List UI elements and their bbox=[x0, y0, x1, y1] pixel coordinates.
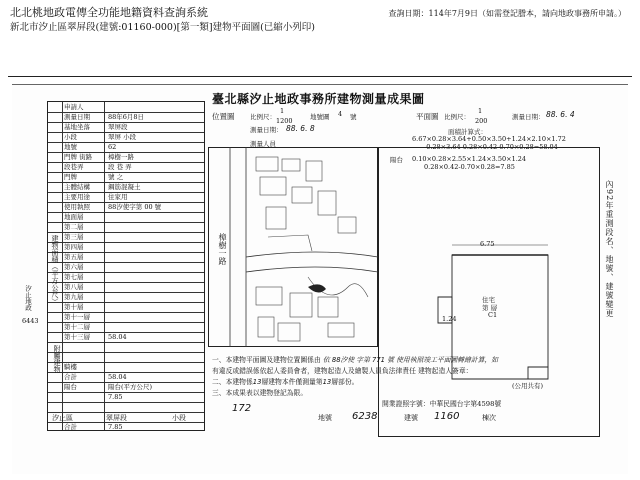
table-row-value: 鋼筋混凝土 bbox=[108, 183, 141, 191]
note-1: 一、本建物平面圖及建物位置圖係由 bbox=[212, 356, 321, 364]
table-row-value: 58.04 bbox=[108, 373, 127, 381]
table-row-label: 第八層 bbox=[64, 283, 84, 291]
table-row-label: 段巷弄 bbox=[64, 163, 84, 171]
location-scale-den: 1200 bbox=[276, 117, 293, 125]
formula-main2: -0.28×3.64-0.28×0.42-0.70×0.28=58.04 bbox=[424, 143, 558, 151]
header-divider bbox=[8, 76, 632, 77]
header-left bbox=[10, 5, 315, 35]
table-row-label: 小段 bbox=[64, 133, 77, 141]
surveyor-label: 測量人員 bbox=[250, 140, 276, 148]
note-2: 二、本建物係 bbox=[212, 378, 253, 386]
footer-bldg-no: 1160 bbox=[434, 411, 460, 422]
table-row-label: 第二層 bbox=[64, 223, 84, 231]
table-row-value: 樟樹一路 bbox=[108, 153, 134, 161]
vertical-note: 內92年重測段名、地號、建號變更 bbox=[605, 180, 614, 319]
table-row-label: 合計 bbox=[64, 373, 77, 381]
notes-block bbox=[212, 355, 501, 410]
table-row-label: 第十層 bbox=[64, 303, 84, 311]
table-row-value: 62 bbox=[108, 143, 117, 151]
table-row-label: 第三層 bbox=[64, 233, 84, 241]
table-row-label: 第六層 bbox=[64, 263, 84, 271]
room-label: 住宅 bbox=[482, 296, 495, 304]
table-row-label: 主體結構 bbox=[64, 183, 90, 191]
footer-bldg-label: 建號 bbox=[404, 414, 418, 422]
footer-seq: 172 bbox=[232, 403, 252, 414]
floor-scale-den: 200 bbox=[475, 117, 488, 125]
note-1-hand: 依 88汐使 字第 771 號 使用執照竣工平面圖轉繪計算，如 bbox=[322, 356, 499, 364]
table-row-divider bbox=[48, 402, 204, 403]
table-row-label: 第四層 bbox=[64, 243, 84, 251]
side-note: 汐止地政 bbox=[24, 285, 32, 311]
location-scale-label: 比例尺： bbox=[250, 113, 276, 121]
footer-lot-no: 6238 bbox=[352, 411, 378, 422]
table-row-value: 住家用 bbox=[108, 193, 128, 201]
table-row-label: 合計 bbox=[64, 423, 77, 431]
table-row-label: 第九層 bbox=[64, 293, 84, 301]
footer-lot-label: 地號 bbox=[318, 414, 332, 422]
floor-scale-num: 1 bbox=[478, 107, 483, 115]
footer-small-section: 小段 bbox=[172, 414, 186, 422]
table-row-divider bbox=[48, 392, 204, 393]
footer-section: 翠屏段 bbox=[106, 414, 127, 422]
table-row-value: 88汐使字第 00 號 bbox=[108, 203, 162, 211]
table-row-label: 第七層 bbox=[64, 273, 84, 281]
floor-date-label: 測量日期： bbox=[512, 113, 545, 121]
room-code: C1 bbox=[488, 311, 498, 319]
table-row-value: 7.85 bbox=[108, 393, 123, 401]
location-scale-num: 1 bbox=[280, 107, 285, 115]
formula-sub2: 0.28×0.42-0.70×0.28=7.85 bbox=[424, 163, 515, 171]
query-line: 新北市汐止區翠屏段(建號:01160-000)[第一類]建物平面圖(已縮小列印) bbox=[10, 22, 316, 33]
area-title: 面積計算式： bbox=[448, 128, 487, 136]
document-title: 臺北縣汐止地政事務所建物測量成果圖 bbox=[212, 92, 425, 106]
side-num: 6443 bbox=[22, 317, 39, 325]
side-attached: 附屬建物 bbox=[53, 345, 61, 373]
table-row-label: 第十一層 bbox=[64, 313, 90, 321]
query-time: 查詢日期：114年7月9日（如需登記謄本，請向地政事務所申請。） bbox=[388, 9, 626, 18]
table-row-value: 號 之 bbox=[108, 173, 124, 181]
room-floor: 第 層 bbox=[482, 304, 498, 312]
floor-plan-label: 平面圖 bbox=[416, 112, 439, 121]
table-row-label: 申請人 bbox=[64, 103, 84, 111]
road-label: 樟樹一路 bbox=[218, 233, 227, 265]
table-row-label: 使用執照 bbox=[64, 203, 90, 211]
note-2-hand2: 13 bbox=[322, 378, 332, 386]
building-info-table bbox=[47, 101, 205, 431]
note-2b: 層建物本件僅測量第 bbox=[261, 378, 323, 386]
table-row-value: 翠屏段 bbox=[108, 123, 128, 131]
table-row-label: 地面層 bbox=[64, 213, 84, 221]
table-row-value: 陽台(平方公尺) bbox=[108, 383, 153, 391]
table-row-label: 門牌 bbox=[64, 173, 77, 181]
dim-top: 6.75 bbox=[480, 240, 495, 248]
table-row-label: 第五層 bbox=[64, 253, 84, 261]
dim-side: 1.24 bbox=[442, 315, 457, 323]
note-4: 開業證照字號：中華民國台字第4598號 bbox=[382, 400, 502, 408]
location-survey-date-label: 測量日期： bbox=[250, 126, 283, 134]
map-sheet-no: 4 bbox=[338, 110, 343, 118]
map-sheet-suffix: 號 bbox=[350, 113, 357, 121]
table-row-value: 7.85 bbox=[108, 423, 123, 431]
location-survey-date: 88. 6. 8 bbox=[286, 124, 315, 133]
table-row-value: 翠屏 小段 bbox=[108, 133, 137, 141]
survey-document bbox=[12, 84, 628, 474]
formula-sub: 0.10×0.28×2.55×1.24×3.50×1.24 bbox=[412, 155, 527, 163]
location-map-label: 位置圖 bbox=[212, 112, 235, 121]
table-row-label: 基地坐落 bbox=[64, 123, 90, 131]
side-building-area: 建物面積（平方公尺） bbox=[51, 235, 59, 305]
table-row-value: 段 巷 弄 bbox=[108, 163, 132, 171]
note-2-hand: 13 bbox=[252, 378, 262, 386]
floor-legend: (公用共有) bbox=[512, 382, 544, 390]
note-2c: 層部份。 bbox=[331, 378, 359, 386]
footer-suffix: 棟次 bbox=[482, 414, 496, 422]
floor-scale-label: 比例尺： bbox=[444, 113, 470, 121]
table-row-label: 騎樓 bbox=[64, 363, 77, 371]
note-3: 三、本成果表以建物登記為限。 bbox=[212, 389, 308, 397]
location-map-drawing bbox=[208, 147, 378, 347]
table-row-label: 第十三層 bbox=[64, 333, 90, 341]
formula-sub-label: 陽台 bbox=[390, 156, 403, 164]
table-row-label: 地號 bbox=[64, 143, 77, 151]
table-row-label: 主要用途 bbox=[64, 193, 90, 201]
note-1b: 有違反或錯誤係依起人委員會者，建物起造人及繪製人員負法律責任 建物起造人簽章： bbox=[212, 367, 473, 375]
footer-district: 汐止區 bbox=[52, 414, 73, 422]
table-row-label: 陽台 bbox=[64, 383, 77, 391]
table-row-divider bbox=[48, 352, 204, 353]
system-title: 北北桃地政電傳全功能地籍資料查詢系統 bbox=[10, 6, 208, 19]
table-row-label: 第十二層 bbox=[64, 323, 90, 331]
table-row-divider bbox=[48, 342, 204, 343]
table-row-label: 測量日期 bbox=[64, 113, 90, 121]
map-sheet-label: 地號圖 bbox=[310, 113, 330, 121]
table-row-value: 58.04 bbox=[108, 333, 127, 341]
table-row-label: 門牌 街路 bbox=[64, 153, 93, 161]
floor-date: 88. 6. 4 bbox=[546, 110, 575, 119]
table-row-value: 88年6月8日 bbox=[108, 113, 145, 121]
formula-main: 6.67×0.28×3.64+0.50×3.50+1.24×2.10×1.72 bbox=[412, 135, 566, 143]
